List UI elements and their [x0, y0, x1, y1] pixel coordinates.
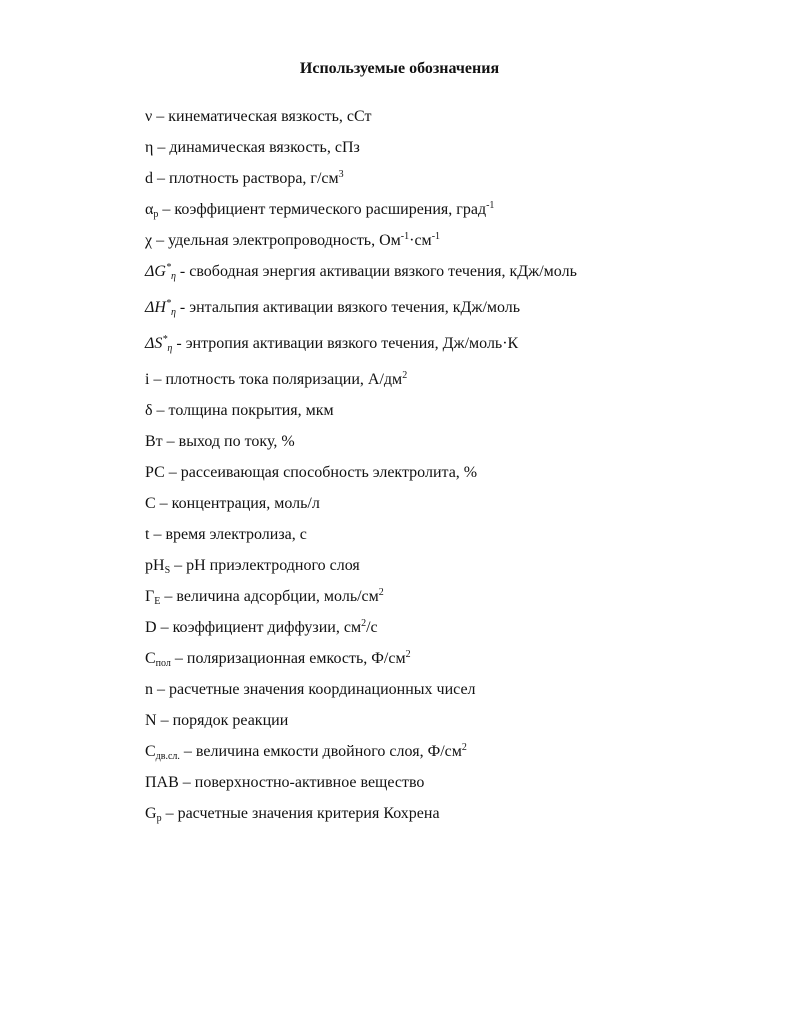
notation-symbol: D [145, 619, 157, 636]
symbol-superscript: * [162, 334, 168, 345]
notation-symbol: pH [145, 557, 165, 574]
unit-exponent: 2 [402, 370, 408, 381]
symbol-superscript: * [165, 262, 171, 273]
notation-description: – кинематическая вязкость, сСт [152, 108, 372, 125]
notation-description: – удельная электропроводность, Ом [152, 232, 401, 249]
notation-description: – поверхностно-активное вещество [178, 774, 425, 791]
notation-symbol: С [145, 495, 156, 512]
notation-symbol: η [145, 139, 154, 156]
notation-symbol: α [145, 201, 154, 218]
notation-symbol: t [145, 526, 150, 543]
unit-exponent: 3 [338, 169, 344, 180]
symbol-superscript: * [165, 298, 171, 309]
notation-symbol: ν [145, 108, 153, 125]
notation-symbol: N [145, 712, 157, 729]
notation-description: – коэффициент диффузии, см [156, 619, 362, 636]
notation-item [145, 430, 577, 461]
symbol-subscript: пол [155, 658, 171, 669]
notation-symbol: i [145, 371, 150, 388]
notation-description: – коэффициент термического расширения, град [158, 201, 487, 218]
notation-symbol: Вт [145, 433, 163, 450]
notation-description: – рассеивающая способность электролита, % [164, 464, 478, 481]
notation-symbol: δ [145, 402, 153, 419]
notation-item [145, 105, 577, 136]
notation-description: – плотность тока поляризации, А/дм [149, 371, 403, 388]
notation-symbol: G [145, 805, 157, 822]
notation-description-cont: ·см [409, 232, 432, 249]
symbol-subscript: η [170, 307, 176, 318]
notation-item [145, 167, 577, 198]
notation-description-cont: /с [366, 619, 378, 636]
notation-symbol: С [145, 743, 156, 760]
notation-item [145, 461, 577, 492]
symbol-subscript: η [167, 343, 173, 354]
notation-symbol: ПАВ [145, 774, 179, 791]
notation-item [145, 709, 577, 740]
notation-item [145, 678, 577, 709]
notation-item [145, 802, 577, 833]
unit-exponent: -1 [486, 200, 495, 211]
notation-symbol: χ [145, 232, 153, 249]
notation-description: – поляризационная емкость, Ф/см [170, 650, 406, 667]
symbol-subscript: η [170, 271, 176, 282]
notation-description: – динамическая вязкость, сПз [153, 139, 360, 156]
unit-exponent: -1 [400, 231, 410, 242]
notation-item [145, 229, 577, 260]
notation-item [145, 332, 577, 368]
notation-item [145, 647, 577, 678]
notation-symbol: ΔG [145, 263, 166, 280]
symbol-subscript: дв.сл. [155, 751, 180, 762]
notation-item [145, 616, 577, 647]
notation-symbol: РС [145, 464, 165, 481]
notation-item [145, 136, 577, 167]
notation-description: – концентрация, моль/л [155, 495, 320, 512]
notation-description: - свободная энергия активации вязкого течения, кДж/моль [175, 263, 577, 280]
notation-description: - энтропия активации вязкого течения, Дж/моль·К [172, 335, 519, 352]
notation-symbol: n [145, 681, 153, 698]
notation-description: – толщина покрытия, мкм [152, 402, 334, 419]
unit-exponent: 2 [361, 618, 367, 629]
notation-item [145, 399, 577, 430]
notation-description: – величина адсорбции, моль/см [160, 588, 379, 605]
notation-item [145, 554, 577, 585]
notation-item [145, 296, 577, 332]
notation-description: – расчетные значения координационных чисел [153, 681, 476, 698]
notation-description: – pH приэлектродного слоя [170, 557, 360, 574]
notation-description: – плотность раствора, г/см [153, 170, 339, 187]
unit-exponent: 2 [405, 649, 411, 660]
symbol-subscript: р [156, 813, 162, 824]
notation-item [145, 198, 577, 229]
notation-item [145, 771, 577, 802]
notation-description: – расчетные значения критерия Кохрена [161, 805, 440, 822]
symbol-subscript: Е [154, 596, 161, 607]
symbol-subscript: S [164, 565, 171, 576]
notation-description: – порядок реакции [156, 712, 289, 729]
unit-exponent: -1 [431, 231, 441, 242]
notation-item [145, 585, 577, 616]
notation-symbol: С [145, 650, 156, 667]
notation-item [145, 523, 577, 554]
notation-symbol: ΔH [145, 299, 166, 316]
notation-symbol: d [145, 170, 153, 187]
notation-item [145, 368, 577, 399]
notation-description: – выход по току, % [162, 433, 295, 450]
page-title: Используемые обозначения [299, 60, 500, 77]
notation-symbol: ΔS [145, 335, 163, 352]
notation-description: – величина емкости двойного слоя, Ф/см [179, 743, 462, 760]
notation-list [145, 105, 577, 833]
notation-symbol: Г [145, 588, 155, 605]
notation-description: – время электролиза, с [149, 526, 307, 543]
notation-item [145, 260, 577, 296]
unit-exponent: 2 [461, 742, 467, 753]
notation-item [145, 492, 577, 523]
notation-item [145, 740, 577, 771]
notation-description: - энтальпия активации вязкого течения, кДж/моль [175, 299, 521, 316]
symbol-subscript: р [153, 209, 159, 220]
unit-exponent: 2 [378, 587, 384, 598]
